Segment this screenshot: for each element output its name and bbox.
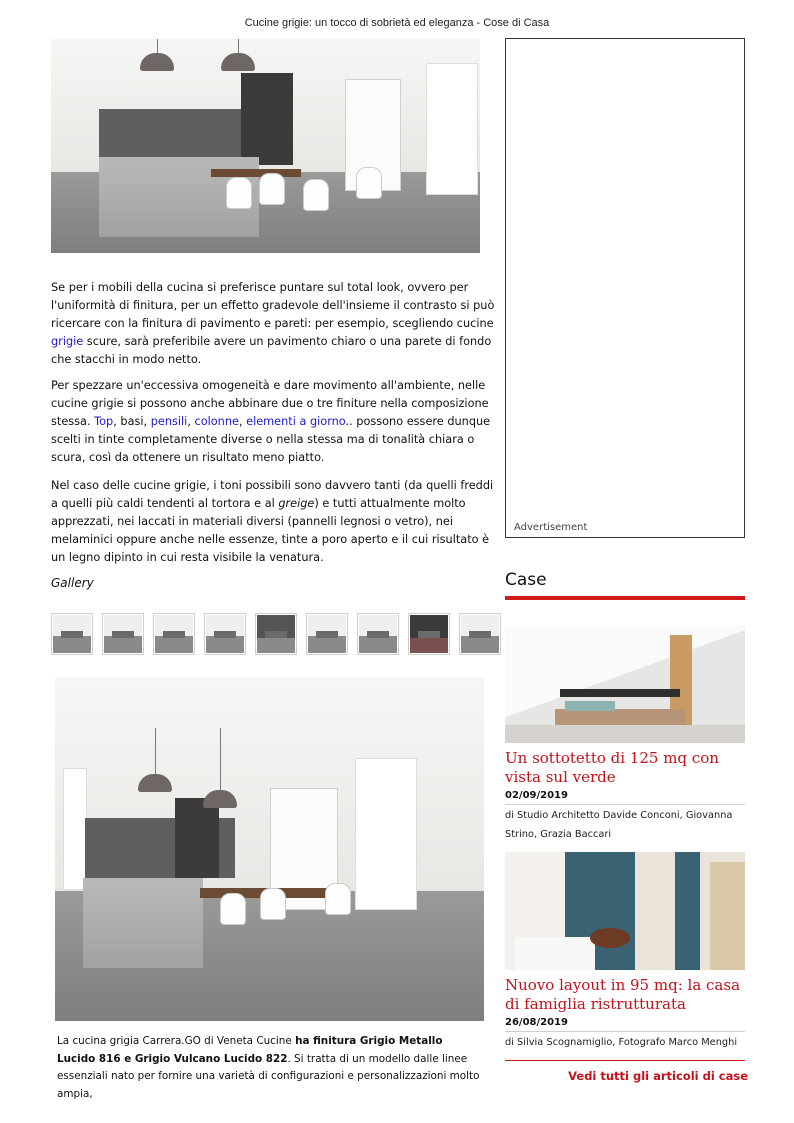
article-paragraph-2 <box>51 377 497 467</box>
gallery-thumbnail[interactable] <box>459 613 501 655</box>
gallery-thumbnail[interactable] <box>204 613 246 655</box>
advertisement-label: Advertisement <box>514 522 588 533</box>
gallery-thumbnail[interactable] <box>153 613 195 655</box>
view-all-case-link[interactable]: Vedi tutti gli articoli di case <box>568 1069 748 1083</box>
gallery-thumbnail[interactable] <box>357 613 399 655</box>
article-card-date: 26/08/2019 <box>505 1017 568 1028</box>
article-card-image[interactable] <box>505 625 745 743</box>
article-card-image[interactable] <box>505 852 745 970</box>
paragraph-text: scure, sarà preferibile avere un pavimento chiaro o una parete di fondo che stacchi in modo netto. <box>51 335 492 366</box>
link-pensili[interactable]: pensili <box>150 415 188 428</box>
article-card-date: 02/09/2019 <box>505 790 568 801</box>
gallery-thumbnail[interactable] <box>408 613 450 655</box>
paragraph-text: Se per i mobili della cucina si preferisce puntare sul total look, ovvero per l'uniformità di finitura, per un effetto gradevole dell'insieme il contrasto si può ricercare con la finitura di pavimento e pareti: per esempio, scegliendo cucine <box>51 281 495 330</box>
gallery-thumbnail[interactable] <box>306 613 348 655</box>
gallery-thumbnail[interactable] <box>102 613 144 655</box>
divider <box>505 1060 745 1061</box>
gallery-thumbnail[interactable] <box>255 613 297 655</box>
paragraph-text: , <box>238 415 247 428</box>
gallery-label: Gallery <box>51 576 94 590</box>
link-grigie[interactable]: grigie <box>51 335 84 348</box>
paragraph-text: , <box>187 415 195 428</box>
advertisement-box[interactable] <box>505 38 745 538</box>
gallery-thumbnail[interactable] <box>51 613 93 655</box>
article-card-title[interactable]: Nuovo layout in 95 mq: la casa di famiglia ristrutturata <box>505 976 741 1013</box>
paragraph-text: .. possono essere dunque scelti in tinte completamente diverse o nella stessa ma di tonalità chiara o scura, così da ottenere un risultato meno piatto. <box>51 415 491 464</box>
article-card-title[interactable]: Un sottotetto di 125 mq con vista sul verde <box>505 749 719 786</box>
paragraph-text: Nel caso delle cucine grigie, i toni possibili sono davvero tanti (da quelli freddi a quelli più caldi tendenti al tortora e al <box>51 479 494 510</box>
article-card-authors: di Studio Architetto Davide Conconi, Giovanna Strino, Grazia Baccari <box>505 810 733 840</box>
italic-greige: greige <box>278 497 315 510</box>
gallery-main-photo[interactable] <box>55 678 484 1021</box>
page-header-title: Cucine grigie: un tocco di sobrietà ed eleganza - Cose di Casa <box>244 17 550 29</box>
paragraph-text: , basi, <box>113 415 151 428</box>
article-card-authors: di Silvia Scognamiglio, Fotografo Marco Menghi <box>505 1037 738 1048</box>
caption-text: . Si tratta di un modello dalle linee essenziali nato per fornire una varietà di configurazioni e personalizzazioni molto ampia, <box>57 1052 480 1100</box>
article-paragraph-3 <box>51 477 497 567</box>
caption-text: La cucina grigia Carrera.GO di Veneta Cucine <box>57 1035 296 1047</box>
paragraph-text: Per spezzare un'eccessiva omogeneità e dare movimento all'ambiente, nelle cucine grigie si possono anche abbinare due o tre finiture nella composizione stessa. <box>51 379 489 428</box>
kitchen-photo-top <box>51 39 480 253</box>
caption-bold: ha finitura Grigio Metallo Lucido 816 e Grigio Vulcano Lucido 822 <box>57 1035 443 1065</box>
section-title-case: Case <box>505 570 547 590</box>
link-elementi-a-giorno[interactable]: elementi a giorno <box>246 415 346 428</box>
gallery-caption <box>57 1033 482 1103</box>
divider <box>505 804 745 805</box>
section-title-underline <box>505 596 745 600</box>
link-top[interactable]: Top <box>94 415 114 428</box>
link-colonne[interactable]: colonne <box>194 415 239 428</box>
gallery-thumbnails <box>51 613 501 655</box>
divider <box>505 1031 745 1032</box>
article-paragraph-1 <box>51 279 497 369</box>
paragraph-text: ) e tutti attualmente molto apprezzati, nei laccati in materiali diversi (pannelli legnosi o vetro), nei melaminici oppure anche nelle essenze, tinte a poro aperto e il cui risultato è un legno dipinto in cui resta visibile la venatura. <box>51 497 490 564</box>
